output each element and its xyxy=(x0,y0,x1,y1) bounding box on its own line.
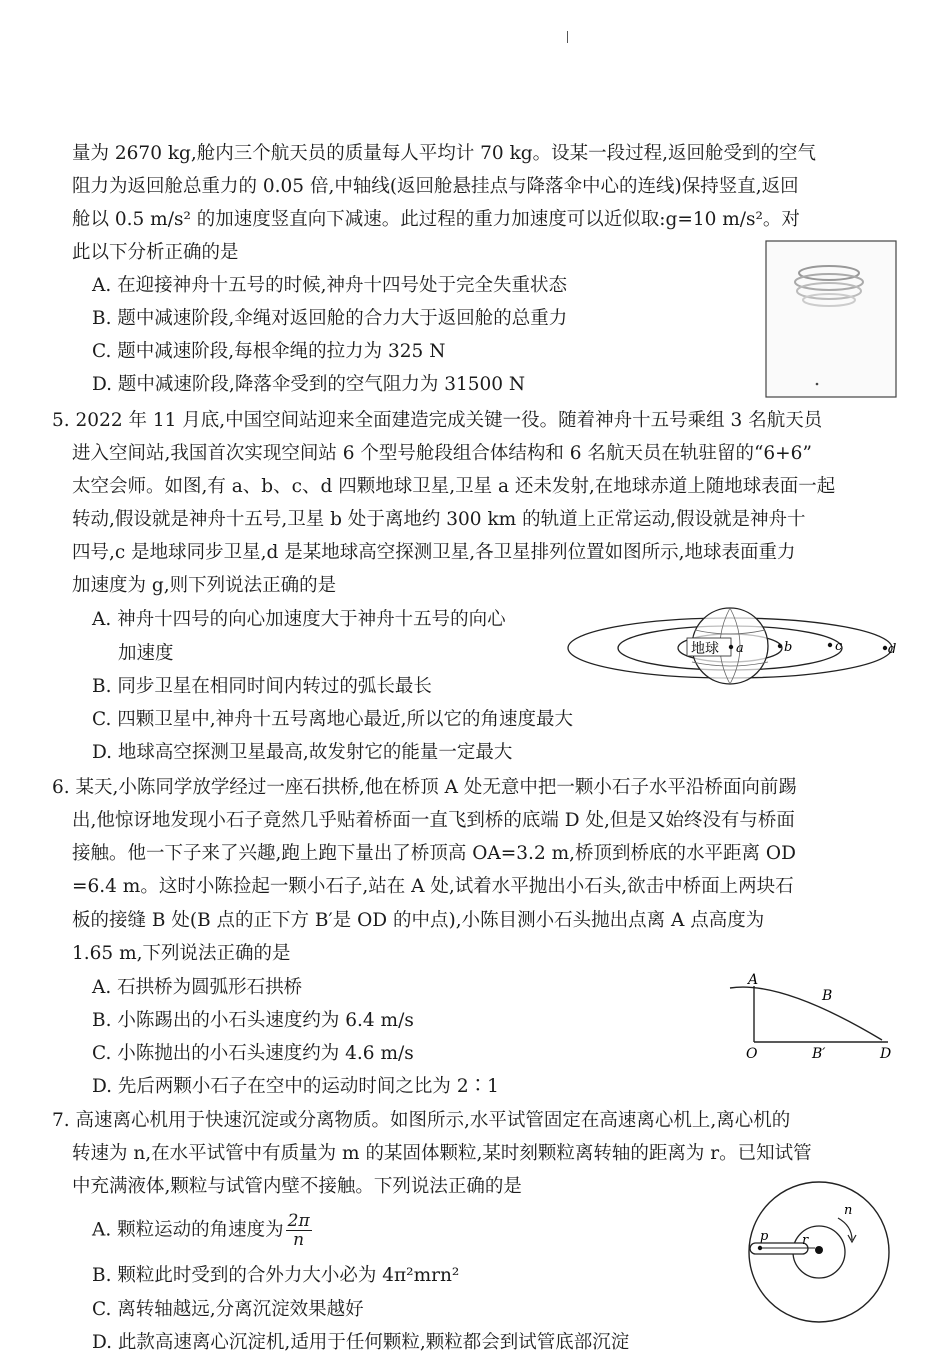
particle-p xyxy=(758,1246,762,1250)
point-o-label: O xyxy=(746,1046,758,1062)
q7-option-d: D. 此款高速离心沉淀机,适用于任何颗粒,颗粒都会到试管底部沉淀 xyxy=(92,1332,630,1353)
q6-option-c: C. 小陈抛出的小石头速度约为 4.6 m/s xyxy=(92,1043,414,1064)
q7-line-1: 7. 高速离心机用于快速沉淀或分离物质。如图所示,水平试管固定在高速离心机上,离心机的 xyxy=(52,1110,791,1131)
q7-option-b: B. 颗粒此时受到的合外力大小必为 4π²mrn² xyxy=(92,1265,460,1286)
q6-line-1: 6. 某天,小陈同学放学经过一座石拱桥,他在桥顶 A 处无意中把一颗小石子水平沿桥面向前踢 xyxy=(52,777,797,798)
q6-option-d: D. 先后两颗小石子在空中的运动时间之比为 2∶1 xyxy=(92,1076,499,1097)
centrifuge-diagram xyxy=(742,1180,896,1330)
particle-p-label: p xyxy=(760,1229,769,1244)
earth-label: 地球 xyxy=(691,641,719,657)
q4-option-b: B. 题中减速阶段,伞绳对返回舱的合力大于返回舱的总重力 xyxy=(92,308,568,329)
q4-line-1: 量为 2670 kg,舱内三个航天员的质量每人平均计 70 kg。设某一段过程,返回舱受到的空气 xyxy=(72,143,817,164)
q5-option-a-cont: 加速度 xyxy=(118,643,174,664)
q5-line-6: 加速度为 g,则下列说法正确的是 xyxy=(72,575,337,596)
bridge-arc xyxy=(730,987,882,1040)
q7-line-3: 中充满液体,颗粒与试管内壁不接触。下列说法正确的是 xyxy=(72,1176,522,1197)
sat-a-label: a xyxy=(736,641,744,656)
q7-option-a xyxy=(92,1212,312,1249)
q5-option-a: A. 神舟十四号的向心加速度大于神舟十五号的向心 xyxy=(92,609,506,630)
q4-option-c: C. 题中减速阶段,每根伞绳的拉力为 325 N xyxy=(92,341,446,362)
radius-r-label: r xyxy=(802,1233,809,1248)
q6-option-a: A. 石拱桥为圆弧形石拱桥 xyxy=(92,977,303,998)
point-d-label: D xyxy=(880,1046,892,1062)
q7-line-2: 转速为 n,在水平试管中有质量为 m 的某固体颗粒,某时刻颗粒离转轴的距离为 r。已知试管 xyxy=(72,1143,812,1164)
q7-option-a-fraction: $\frac{2\pi}{n}$ xyxy=(287,1211,310,1250)
orbit-diagram xyxy=(560,600,900,690)
q6-line-6: 1.65 m,下列说法正确的是 xyxy=(72,943,291,964)
sat-c-dot xyxy=(828,643,832,647)
q5-line-5: 四号,c 是地球同步卫星,d 是某地球高空探测卫星,各卫星排列位置如图所示,地球表面重力 xyxy=(72,542,796,563)
parachute-photo xyxy=(765,240,897,398)
speed-n-label: n xyxy=(844,1203,853,1218)
sat-b-dot xyxy=(778,644,782,648)
q7-option-a-text: A. 颗粒运动的角速度为 xyxy=(92,1219,284,1241)
bridge-diagram xyxy=(722,970,902,1064)
q6-option-b: B. 小陈踢出的小石头速度约为 6.4 m/s xyxy=(92,1010,414,1031)
q6-line-4: =6.4 m。这时小陈捡起一颗小石子,站在 A 处,试着水平抛出小石头,欲击中桥面上两块石 xyxy=(72,876,794,897)
point-b-label: B xyxy=(822,988,833,1004)
q5-line-4: 转动,假设就是神舟十五号,卫星 b 处于离地约 300 km 的轨道上正常运动,假设就是神舟十 xyxy=(72,509,806,530)
q5-line-2: 进入空间站,我国首次实现空间站 6 个型号舱段组合体结构和 6 名航天员在轨驻留的“6+6” xyxy=(72,443,812,464)
point-bprime-label: B′ xyxy=(812,1046,826,1062)
sat-c-label: c xyxy=(835,639,843,654)
q4-line-2: 阻力为返回舱总重力的 0.05 倍,中轴线(返回舱悬挂点与降落伞中心的连线)保持竖直,返回 xyxy=(72,176,799,197)
q4-line-3: 舱以 0.5 m/s² 的加速度竖直向下减速。此过程的重力加速度可以近似取:g=10 m/s²。对 xyxy=(72,209,800,230)
sat-b-label: b xyxy=(784,640,793,655)
q4-option-d: D. 题中减速阶段,降落伞受到的空气阻力为 31500 N xyxy=(92,374,526,395)
q5-line-3: 太空会师。如图,有 a、b、c、d 四颗地球卫星,卫星 a 还未发射,在地球赤道上随地球表面一起 xyxy=(72,476,836,497)
q4-option-a: A. 在迎接神舟十五号的时候,神舟十四号处于完全失重状态 xyxy=(92,275,568,296)
rotation-axis xyxy=(815,1246,823,1254)
q7-option-c: C. 离转轴越远,分离沉淀效果越好 xyxy=(92,1299,364,1320)
sat-a-dot xyxy=(729,645,733,649)
q5-line-1: 5. 2022 年 11 月底,中国空间站迎来全面建造完成关键一役。随着神舟十五号乘组 3 名航天员 xyxy=(52,410,823,431)
sat-d-dot xyxy=(883,646,887,650)
point-a-label: A xyxy=(748,972,759,988)
q5-option-b: B. 同步卫星在相同时间内转过的弧长最长 xyxy=(92,676,432,697)
q6-line-5: 板的接缝 B 处(B 点的正下方 B′是 OD 的中点),小陈目测小石头抛出点离 A 点高度为 xyxy=(72,910,765,931)
q5-option-d: D. 地球高空探测卫星最高,故发射它的能量一定最大 xyxy=(92,742,513,763)
q6-line-3: 接触。他一下子来了兴趣,跑上跑下量出了桥顶高 OA=3.2 m,桥顶到桥底的水平距离 OD xyxy=(72,843,796,864)
q4-line-4: 此以下分析正确的是 xyxy=(72,242,239,263)
sat-d-label: d xyxy=(888,642,897,657)
q5-option-c: C. 四颗卫星中,神舟十五号离地心最近,所以它的角速度最大 xyxy=(92,709,574,730)
q6-line-2: 出,他惊讶地发现小石子竟然几乎贴着桥面一直飞到桥的底端 D 处,但是又始终没有与桥面 xyxy=(72,810,795,831)
header-mark xyxy=(567,31,568,43)
